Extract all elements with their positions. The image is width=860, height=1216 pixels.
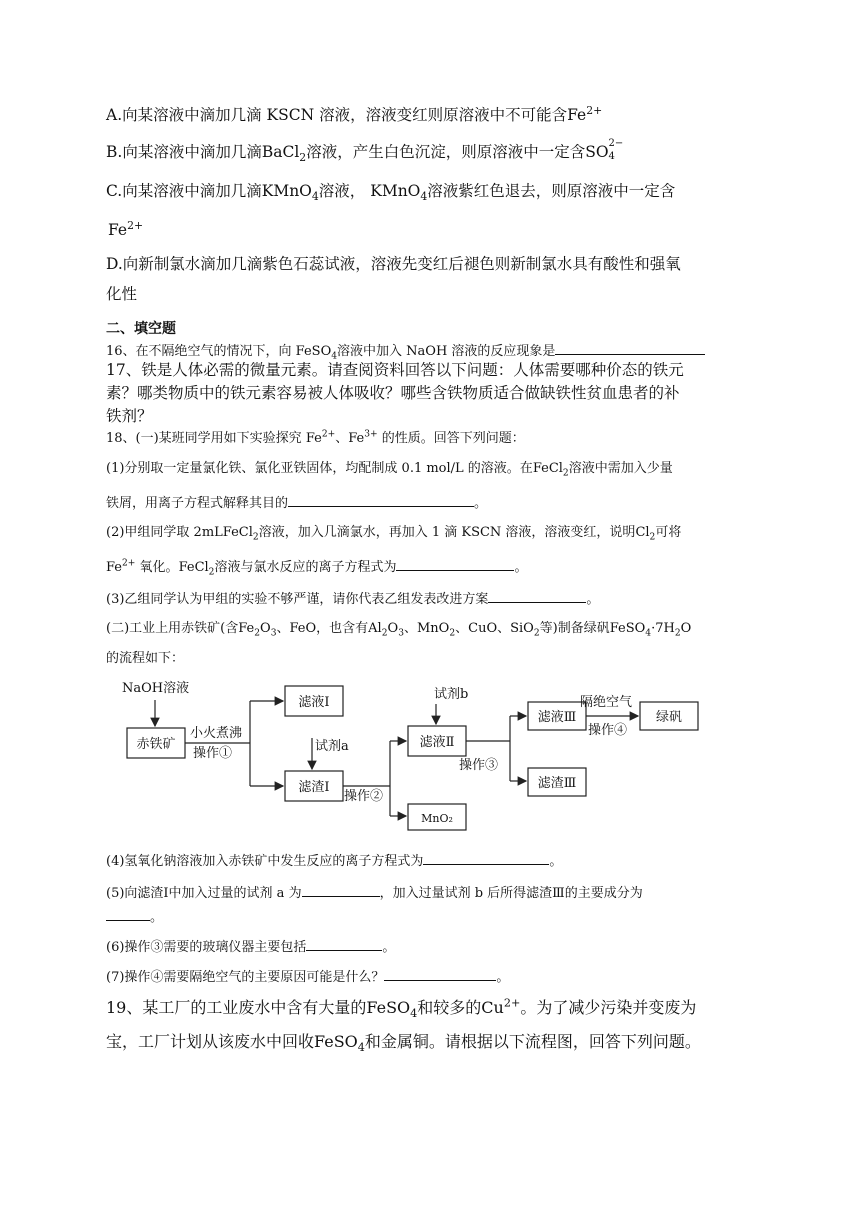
flow-filtrate3-label: 滤液Ⅲ [537, 710, 577, 725]
q18-4-period: 。 [549, 854, 563, 869]
flow-isolate-label: 隔绝空气 [580, 695, 633, 710]
q19-cu-sup: 2+ [503, 996, 521, 1010]
q18-part2-line2 [106, 558, 528, 578]
q18-p2-feso4: FeSO [609, 621, 646, 636]
q18-5a-blank[interactable] [302, 884, 380, 897]
q18-5b: ，加入过量试剂 b 后所得滤渣Ⅲ的主要成分为 [379, 886, 643, 901]
q18-6: (6)操作③需要的玻璃仪器主要包括 [106, 940, 307, 955]
q18-2c: 可将 [655, 525, 682, 540]
q18-head-sup1: 2+ [321, 429, 336, 440]
q18-2d: 氧化。 [135, 560, 179, 575]
option-c-text3: 溶液紫红色退去，则原溶液中一定含 [427, 182, 676, 200]
option-c [106, 182, 676, 204]
option-a-ion: Fe [567, 106, 587, 124]
q18-2b: 溶液，加入几滴氯水，再加入 1 滴 KSCN 溶液，溶液变红，说明 [258, 525, 636, 540]
question-17-line3: 铁剂？ [106, 407, 153, 425]
q18-2-sub2: 2 [208, 567, 215, 578]
flow-mno2-label: MnO₂ [421, 812, 453, 825]
q19-1c: 。为了减少污染并变废为 [520, 998, 697, 1017]
q18-2-reagent: FeCl [222, 525, 253, 540]
q18-p2-feso4-s: 4 [645, 628, 652, 639]
q18-part3 [106, 590, 599, 606]
q16-blank[interactable] [555, 342, 705, 355]
option-c-ion: Fe [108, 221, 128, 239]
q18-p2-mno2: 、MnO [403, 621, 450, 636]
q18-p2-al-o: O [387, 621, 399, 636]
q19-2a: 宝，工厂计划从该废水中回收 [106, 1032, 315, 1051]
q18-7-period: 。 [496, 970, 510, 985]
q18-1c: 铁屑，用离子方程式解释其目的 [106, 496, 289, 511]
q18-5-period: 。 [150, 910, 164, 925]
q18-1a: (1)分别取一定量氯化铁、氯化亚铁固体，均配制成 0.1 mol/L 的溶液。在 [106, 461, 533, 476]
q18-p2-fe: Fe [238, 621, 255, 636]
q18-p2-cuo: 、CuO、SiO [455, 621, 534, 636]
q19-2b: 和金属铜。请根据以下流程图，回答下列问题。 [364, 1032, 701, 1051]
q18-2-cl-sub: 2 [649, 532, 656, 543]
q18-1-sub: 2 [562, 468, 569, 479]
option-c-charge: 2+ [127, 218, 144, 232]
q18-6-period: 。 [382, 940, 396, 955]
q19-feso4b: FeSO [314, 1032, 358, 1051]
option-c-reagent: KMnO [261, 182, 312, 200]
question-19-line2 [106, 1032, 701, 1055]
flow-ore-label: 赤铁矿 [136, 737, 176, 752]
q18-p2b: 、FeO，也含有 [276, 621, 369, 636]
q18-head: 18、(一)某班同学用如下实验探究 Fe [106, 431, 322, 446]
q16-text2: 溶液中加入 NaOH 溶液的反应现象是 [337, 344, 556, 359]
q18-4-blank[interactable] [423, 852, 549, 865]
option-a [106, 103, 603, 124]
q18-part-two-intro2: 的流程如下： [106, 651, 185, 666]
q18-part1-line1 [106, 461, 673, 479]
q18-1b: 溶液中需加入少量 [568, 461, 673, 476]
q18-p2a: (二)工业上用赤铁矿(含 [106, 621, 239, 636]
q16-sub: 4 [331, 351, 338, 362]
option-d-text2: 化性 [106, 285, 138, 303]
q18-2-sub: 2 [252, 532, 259, 543]
option-b-reagent: BaCl [261, 143, 300, 161]
option-b-text2: 溶液，产生白色沉淀，则原溶液中一定含 [306, 143, 586, 161]
q18-p2-dot: ·7H [651, 621, 675, 636]
q18-part5-cont [106, 908, 163, 924]
q19-1b: 和较多的 [417, 998, 482, 1017]
q18-1-reagent: FeCl [532, 461, 563, 476]
option-b-text: B.向某溶液中滴加几滴 [106, 143, 262, 161]
q18-6-blank[interactable] [306, 938, 382, 951]
flow-op3-label: 操作③ [459, 758, 499, 773]
flow-product-label: 绿矾 [655, 710, 683, 725]
flow-op2-label: 操作② [344, 789, 384, 804]
q18-1-period: 。 [474, 496, 488, 511]
flow-reagent-a-label: 试剂a [315, 739, 349, 754]
q18-p2-fe-s2: 3 [270, 628, 277, 639]
q18-p2-fe-s1: 2 [254, 628, 261, 639]
q18-2a: (2)甲组同学取 2mL [106, 525, 223, 540]
question-16 [106, 342, 705, 362]
option-b-sub: 2 [299, 151, 307, 165]
q18-2-ion: Fe [106, 560, 123, 575]
q19-feso4b-s: 4 [357, 1041, 365, 1055]
q18-p2-o: O [680, 621, 692, 636]
question-19-line1 [106, 996, 697, 1021]
q18-head-mid: 、Fe [335, 431, 365, 446]
q18-7-blank[interactable] [384, 968, 496, 981]
q18-7: (7)操作④需要隔绝空气的主要原因可能是什么？ [106, 970, 385, 985]
q18-2-ion-sup: 2+ [122, 558, 136, 569]
q18-2-period: 。 [514, 560, 528, 575]
q18-p2-al-s1: 2 [381, 628, 388, 639]
q16-text: 16、在不隔绝空气的情况下，向 FeSO [106, 344, 332, 359]
q18-4: (4)氢氧化钠溶液加入赤铁矿中发生反应的离子方程式为 [106, 854, 424, 869]
option-c-ion-line [108, 218, 144, 239]
flow-op4-label: 操作④ [588, 723, 628, 738]
q18-2-blank[interactable] [396, 558, 514, 571]
q18-3: (3)乙组同学认为甲组的实验不够严谨，请你代表乙组发表改进方案 [106, 592, 489, 607]
flow-boil-label: 小火煮沸 [190, 726, 243, 741]
q18-part5 [106, 884, 643, 900]
q18-part4 [106, 852, 562, 868]
q18-p2-h2o-s: 2 [674, 628, 681, 639]
q18-2-reagent2: FeCl [178, 560, 209, 575]
option-c-sub: 4 [311, 190, 319, 204]
option-c-text2: 溶液， [318, 182, 366, 200]
flow-residue1-label: 滤渣Ⅰ [298, 780, 330, 795]
option-d-cont [106, 287, 137, 303]
option-b-ion: SO [585, 143, 609, 161]
q18-2-cl: Cl [635, 525, 650, 540]
q18-p2-sio2-s: 2 [533, 628, 540, 639]
q18-p2-al: Al [368, 621, 382, 636]
option-a-charge: 2+ [586, 103, 603, 117]
flow-reagent-b-label: 试剂b [434, 687, 469, 702]
option-a-text: A.向某溶液中滴加几滴 KSCN 溶液，溶液变红则原溶液中不可能含 [106, 106, 568, 124]
q18-5b-blank[interactable] [106, 908, 150, 921]
q19-cu: Cu [481, 998, 504, 1017]
flow-filtrate2-label: 滤液Ⅱ [419, 735, 455, 750]
q18-3-period: 。 [586, 592, 600, 607]
question-17-line1: 17、铁是人体必需的微量元素。请查阅资料回答以下问题：人体需要哪种价态的铁元 [106, 361, 684, 379]
q18-head-end: 的性质。回答下列问题： [377, 431, 525, 446]
q18-part-two-intro [106, 621, 692, 639]
question-18-header [106, 429, 525, 446]
process-flowchart [110, 676, 710, 836]
option-d-text: D.向新制氯水滴加几滴紫色石蕊试液，溶液先变红后褪色则新制氯水具有酸性和强氧 [106, 255, 681, 273]
flow-residue3-label: 滤渣Ⅲ [537, 776, 577, 791]
q18-p2-mno2-s: 2 [449, 628, 456, 639]
option-c-sub2: 4 [420, 190, 428, 204]
q19-feso4: FeSO [366, 998, 411, 1017]
option-b-ion-sub: 4 [608, 151, 615, 162]
option-d [106, 257, 681, 273]
q18-1-blank[interactable] [288, 494, 474, 507]
q18-5a: (5)向滤渣Ⅰ中加入过量的试剂 a 为 [106, 886, 302, 901]
option-b [106, 138, 624, 165]
option-b-ion-sup: 2− [608, 138, 624, 149]
flow-op1-label: 操作① [193, 746, 233, 761]
q18-part6 [106, 938, 395, 954]
q18-3-blank[interactable] [488, 590, 586, 603]
q18-part7 [106, 968, 509, 984]
flow-naoh-label: NaOH溶液 [122, 681, 190, 696]
option-c-text: C.向某溶液中滴加几滴 [106, 182, 262, 200]
section-heading: 二、填空题 [106, 321, 176, 337]
q18-head-sup2: 3+ [364, 429, 378, 440]
q18-part2-line1 [106, 525, 682, 543]
q19-feso4-s: 4 [410, 1007, 418, 1021]
question-17-line2: 素？哪类物质中的铁元素容易被人体吸收？哪些含铁物质适合做缺铁性贫血患者的补 [106, 384, 680, 402]
q19-1a: 19、某工厂的工业废水中含有大量的 [106, 998, 367, 1017]
q18-part1-line2 [106, 494, 487, 510]
q18-2e: 溶液与氯水反应的离子方程式为 [214, 560, 397, 575]
q18-p2-fe-o: O [260, 621, 271, 636]
q18-p2-al-s2: 3 [398, 628, 404, 639]
flow-filtrate1-label: 滤液Ⅰ [298, 695, 330, 710]
q18-p2c: 等)制备绿矾 [539, 621, 610, 636]
option-c-reagent2: KMnO [370, 182, 421, 200]
